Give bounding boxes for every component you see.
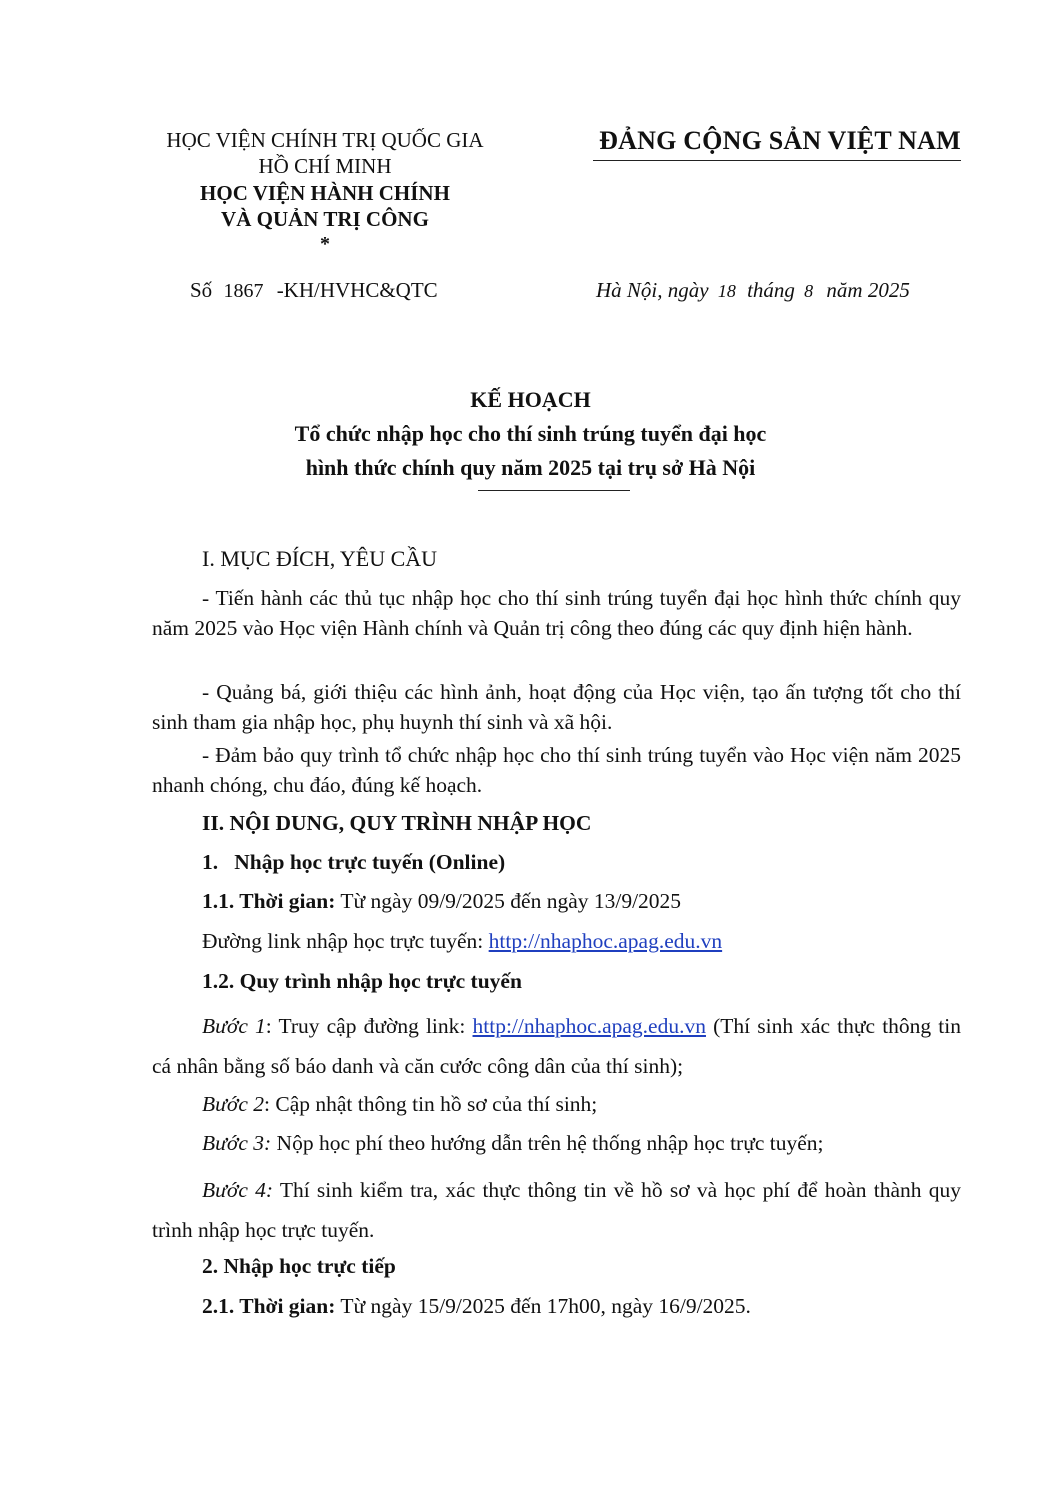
title-underline	[478, 490, 630, 491]
step-2-label: Bước 2	[202, 1092, 265, 1116]
document-date	[596, 278, 910, 303]
doc-no-prefix: Số	[190, 278, 213, 302]
step-4-label: Bước 4:	[202, 1178, 273, 1202]
step-2-text: : Cập nhật thông tin hồ sơ của thí sinh;	[264, 1092, 598, 1116]
date-city: Hà Nội, ngày	[596, 278, 709, 302]
org-line-3: HỌC VIỆN HÀNH CHÍNH	[200, 181, 450, 205]
online-link-label: Đường link nhập học trực tuyến:	[202, 929, 489, 953]
section-1-paragraph-3: - Đảm bảo quy trình tổ chức nhập học cho thí sinh trúng tuyển vào Học viện năm 2025 nhanh chóng, chu đáo, đúng kế hoạch.	[152, 743, 961, 797]
subsection-2-1-text: Từ ngày 15/9/2025 đến 17h00, ngày 16/9/2025.	[335, 1294, 751, 1318]
step-3-label: Bước 3:	[202, 1131, 272, 1155]
document-title: KẾ HOẠCH	[470, 387, 591, 412]
subsection-1-1-label: 1.1. Thời gian:	[202, 889, 336, 913]
section-2-heading: II. NỘI DUNG, QUY TRÌNH NHẬP HỌC	[202, 811, 592, 835]
date-year: năm 2025	[826, 278, 910, 302]
org-star: *	[320, 233, 330, 255]
doc-no-value: 1867	[223, 280, 264, 302]
step-3-text: Nộp học phí theo hướng dẫn trên hệ thống nhập học trực tuyến;	[271, 1131, 824, 1155]
subsection-2-1-label: 2.1. Thời gian:	[202, 1294, 336, 1318]
step-3-paragraph	[202, 1131, 824, 1156]
org-line-4: VÀ QUẢN TRỊ CÔNG	[221, 207, 429, 231]
step-4-text: Thí sinh kiểm tra, xác thực thông tin về hồ sơ và học phí để hoàn thành quy trình nhập học trực tuyến.	[152, 1178, 961, 1242]
date-day: 18	[717, 281, 736, 301]
document-subtitle-1: Tổ chức nhập học cho thí sinh trúng tuyển đại học	[294, 421, 767, 446]
org-line-1: HỌC VIỆN CHÍNH TRỊ QUỐC GIA	[166, 128, 484, 152]
step-1-text-a: : Truy cập đường link:	[265, 1014, 473, 1038]
section-1-heading: I. MỤC ĐÍCH, YÊU CẦU	[202, 546, 438, 571]
date-month-label: tháng	[747, 278, 795, 302]
step-1-text-b: (Thí sinh xác thực thông tin cá nhân bằng số báo danh và căn cước công dân của thí sinh);	[152, 1014, 961, 1078]
document-number	[190, 278, 438, 303]
subsection-1-1	[202, 889, 681, 914]
section-1-paragraph-1: - Tiến hành các thủ tục nhập học cho thí sinh trúng tuyển đại học hình thức chính quy năm 2025 vào Học viện Hành chính và Quản trị công theo đúng các quy định hiện hành.	[152, 586, 961, 640]
subsection-2-heading: 2. Nhập học trực tiếp	[202, 1254, 396, 1278]
org-line-2: HỒ CHÍ MINH	[258, 154, 392, 178]
online-link-line	[202, 929, 722, 954]
issuing-org-parent	[130, 127, 520, 179]
subsection-2-1	[202, 1294, 751, 1319]
step-1-paragraph	[152, 1006, 961, 1086]
step-2-paragraph	[202, 1092, 597, 1117]
date-month: 8	[804, 281, 814, 301]
section-1-paragraph-2: - Quảng bá, giới thiệu các hình ảnh, hoạt động của Học viện, tạo ấn tượng tốt cho thí sinh tham gia nhập học, phụ huynh thí sinh và xã hội.	[152, 680, 961, 734]
step-1-link[interactable]: http://nhaphoc.apag.edu.vn	[472, 1014, 706, 1038]
subsection-1-heading: 1. Nhập học trực tuyến (Online)	[202, 850, 506, 874]
document-subtitle-2: hình thức chính quy năm 2025 tại trụ sở Hà Nội	[305, 455, 756, 480]
party-name: ĐẢNG CỘNG SẢN VIỆT NAM	[599, 126, 961, 155]
step-4-paragraph	[152, 1170, 961, 1250]
step-1-label: Bước 1	[202, 1014, 266, 1038]
online-link[interactable]: http://nhaphoc.apag.edu.vn	[488, 929, 723, 953]
subsection-1-1-text: Từ ngày 09/9/2025 đến ngày 13/9/2025	[335, 889, 682, 913]
party-underline	[593, 160, 961, 161]
subsection-1-2-heading: 1.2. Quy trình nhập học trực tuyến	[202, 969, 522, 993]
doc-no-suffix: -KH/HVHC&QTC	[276, 278, 438, 302]
issuing-org	[130, 180, 520, 232]
